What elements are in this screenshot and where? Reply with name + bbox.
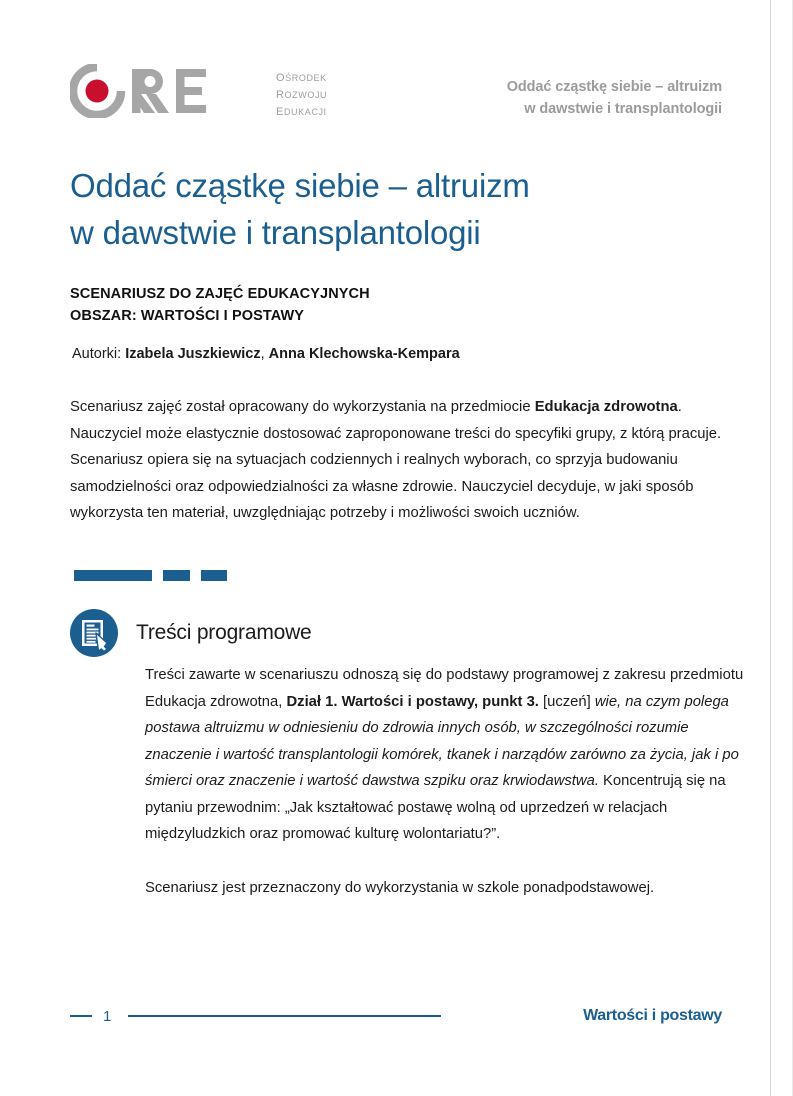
dash-3	[201, 570, 227, 581]
section-header	[70, 609, 312, 657]
ore-logo	[70, 62, 327, 118]
page-title-line2: w dawstwie i transplantologii	[70, 214, 481, 251]
document-with-pen-icon	[70, 609, 118, 657]
authors-line	[72, 343, 724, 365]
authors-separator: ,	[260, 346, 265, 362]
authors-label: Autorki:	[72, 346, 122, 362]
intro-paragraph	[70, 394, 730, 527]
subtitle-line1: SCENARIUSZ DO ZAJĘĆ EDUKACYJNYCH	[70, 286, 370, 302]
intro-part2: . Nauczyciel może elastycznie dostosować zaproponowane treści do specyfiki grupy, z którą pracuje. Scenariusz opiera się na sytuacjach codziennych i realnych wyborach, co sprzyja budowaniu samodzielności oraz odpowiedzialności za własne zdrowie. Nauczyciel decyduje, w jaki sposób wykorzysta ten materiał, uwzględniając potrzeby i możliwości swoich uczniów.	[70, 399, 722, 521]
dash-1	[74, 570, 152, 581]
ore-logo-mark	[70, 64, 266, 118]
sp1-italic-quote: wie, na czym polega postawa altruizmu w odniesieniu do zdrowia innych osób, w szczególności rozumie znaczenie i wartość transplantologii komórek, tkanek i narządów zarówno za życia, jak i po śmierci oraz znaczenie i wartość dawstwa szpiku oraz krwiodawstwa.	[145, 693, 739, 789]
intro-bold-subject: Edukacja zdrowotna	[534, 399, 678, 415]
footer-label: Wartości i postawy	[583, 1007, 722, 1024]
sp1-part2: [uczeń]	[538, 693, 595, 710]
section-body	[145, 662, 745, 901]
section-paragraph-1	[145, 662, 745, 848]
logo-word-rozwoju: rozwoju	[276, 85, 328, 102]
page-edge-rule	[770, 0, 771, 1096]
intro-part1: Scenariusz zajęć został opracowany do wykorzystania na przedmiocie	[70, 399, 535, 415]
author-name-2: Anna Klechowska-Kempara	[268, 346, 460, 362]
page-title	[70, 162, 730, 256]
running-head	[392, 62, 722, 120]
page-footer	[70, 1004, 722, 1028]
dash-2	[163, 570, 190, 581]
ore-logo-words	[276, 64, 327, 118]
page-title-line1: Oddać cząstkę siebie – altruizm	[70, 167, 530, 204]
decorative-dashes	[74, 570, 227, 581]
page-subtitle	[70, 283, 722, 327]
section-paragraph-2: Scenariusz jest przeznaczony do wykorzystania w szkole ponadpodstawowej.	[145, 879, 655, 896]
logo-word-edukacji: edukacji	[276, 102, 327, 119]
footer-rule	[128, 1015, 441, 1017]
subtitle-line2: OBSZAR: WARTOŚCI I POSTAWY	[70, 308, 305, 324]
sp1-bold-dzial: Dział 1. Wartości i postawy, punkt 3.	[286, 693, 539, 710]
page-header	[70, 62, 722, 134]
footer-page-number: 1	[103, 1007, 112, 1025]
section-title: Treści programowe	[136, 621, 312, 644]
sp1-part3: Koncentrują się na pytaniu przewodnim: „Jak kształtować postawę wolną od uprzedzeń w relacjach międzyludzkich oraz promować kulturę wolontariatu?”.	[145, 773, 726, 842]
logo-word-osrodek: ośrodek	[276, 68, 327, 85]
running-head-line2: w dawstwie i transplantologii	[524, 101, 722, 117]
footer-dash	[70, 1015, 92, 1017]
sp1-part1: Treści zawarte w scenariuszu odnoszą się do podstawy programowej z zakresu przedmiotu Edukacja zdrowotna,	[145, 667, 744, 710]
author-name-1: Izabela Juszkiewicz	[125, 346, 261, 362]
running-head-line1: Oddać cząstkę siebie – altruizm	[506, 79, 722, 95]
